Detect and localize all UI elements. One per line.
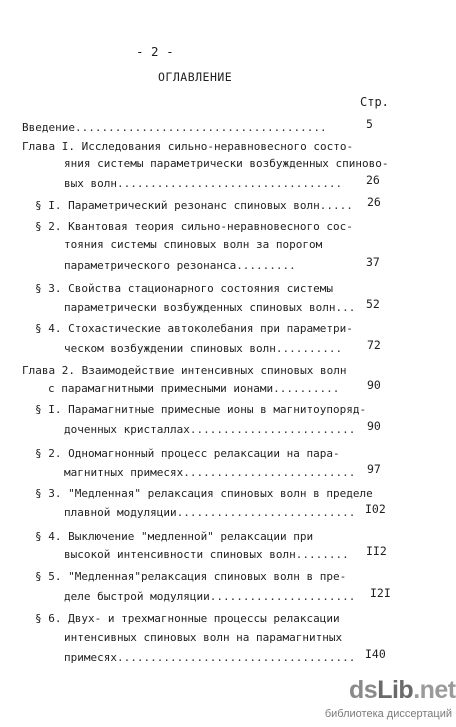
toc-entry-page: I40 xyxy=(365,647,386,661)
watermark-logo-lib: Lib xyxy=(377,676,414,704)
toc-entry-title: Введение xyxy=(22,121,75,134)
toc-entry-title: интенсивных спиновых волн на парамагнитных xyxy=(64,631,343,644)
toc-heading: ОГЛАВЛЕНИЕ xyxy=(158,70,233,84)
toc-entry-page: 72 xyxy=(367,338,381,352)
toc-entry-page: 90 xyxy=(367,378,381,392)
toc-entry-title: доченных кристаллах xyxy=(64,423,190,436)
toc-entry-title: высокой интенсивности спиновых волн xyxy=(64,548,296,561)
page-number: - 2 - xyxy=(136,44,174,59)
toc-entry xyxy=(64,342,342,355)
toc-entry xyxy=(35,447,340,460)
toc-entry xyxy=(35,322,353,335)
toc-entry-page: II2 xyxy=(366,544,387,558)
toc-entry xyxy=(35,220,353,233)
toc-entry-title: примесях xyxy=(64,651,117,664)
toc-entry-title: § 3. "Медленная" релаксация спиновых волн в пределе xyxy=(35,487,373,500)
toc-entry-page: I2I xyxy=(370,586,391,600)
toc-entry-leader: ........ xyxy=(295,548,349,561)
toc-entry xyxy=(64,157,389,170)
toc-entry-title: § 3. Свойства стационарного состояния системы xyxy=(35,282,334,295)
toc-entry-title: параметрического резонанса xyxy=(64,259,237,272)
toc-entry-page: 26 xyxy=(366,173,380,187)
watermark-logo-net: .net xyxy=(413,676,456,704)
toc-entry-title: § 5. "Медленная"релаксация спиновых волн в пре- xyxy=(35,570,347,583)
toc-entry-title: § 2. Одномагнонный процесс релаксации на пара- xyxy=(35,447,340,460)
toc-entry-page: 90 xyxy=(367,419,381,433)
toc-entry xyxy=(64,631,342,644)
toc-entry-title: с парамагнитными примесными ионами xyxy=(48,382,274,395)
toc-entry xyxy=(35,487,373,500)
toc-entry-title: § I. Парамагнитные примесные ионы в магнитоупоряд- xyxy=(35,403,367,416)
toc-entry-title: параметрически возбужденных спиновых волн xyxy=(64,301,336,314)
toc-entry-page: 97 xyxy=(367,462,381,476)
toc-entry xyxy=(35,282,333,295)
toc-entry-title: § 4. Выключение "медленной" релаксации при xyxy=(35,530,314,543)
watermark-subtitle: библиотека диссертаций xyxy=(324,708,452,720)
toc-entry-leader: ........................... xyxy=(176,506,356,519)
toc-entry-title: деле быстрой модуляции xyxy=(64,590,210,603)
toc-entry-leader: .................................... xyxy=(116,651,356,664)
toc-entry-page: 5 xyxy=(366,117,373,131)
toc-entry-page: 52 xyxy=(366,297,380,311)
toc-entry xyxy=(22,364,347,377)
toc-entry xyxy=(64,301,355,314)
toc-entry xyxy=(64,259,296,272)
toc-entry-title: магнитных примесях xyxy=(64,466,184,479)
toc-entry xyxy=(64,466,355,479)
watermark-logo-ds: ds xyxy=(349,676,378,704)
toc-entry-page: 26 xyxy=(367,195,381,209)
toc-entry-page: I02 xyxy=(365,502,386,516)
toc-entry-title: § I. Параметрический резонанс спиновых волн xyxy=(35,199,320,212)
toc-entry-leader: ...................................... xyxy=(74,121,327,134)
toc-entry-title: Глава 2. Взаимодействие интенсивных спиновых волн xyxy=(22,364,347,377)
page-column-header: Стр. xyxy=(360,95,389,109)
toc-entry-leader: .......................... xyxy=(183,466,356,479)
toc-entry-title: тояния системы спиновых волн за порогом xyxy=(64,238,323,251)
toc-entry-leader: ..... xyxy=(319,199,353,212)
toc-entry-title: Глава I. Исследования сильно-неравновесного состо- xyxy=(22,140,354,153)
toc-entry xyxy=(64,177,342,190)
toc-entry-title: § 6. Двух- и трехмагнонные процессы релаксации xyxy=(35,612,340,625)
toc-entry xyxy=(64,423,355,436)
watermark-logo xyxy=(349,676,456,704)
toc-entry-leader: ......................... xyxy=(189,423,356,436)
toc-entry xyxy=(35,530,313,543)
toc-entry xyxy=(35,199,353,212)
toc-entry-leader: .................................. xyxy=(116,177,343,190)
toc-entry-leader: ... xyxy=(335,301,356,314)
toc-entry-leader: ......... xyxy=(236,259,296,272)
toc-entry xyxy=(64,548,349,561)
toc-entry-title: плавной модуляции xyxy=(64,506,177,519)
toc-entry xyxy=(35,403,366,416)
toc-entry xyxy=(64,590,355,603)
toc-entry xyxy=(64,238,322,251)
toc-entry xyxy=(64,651,355,664)
toc-entry xyxy=(22,121,327,134)
toc-entry xyxy=(22,140,353,153)
toc-entry-title: § 4. Стохастические автоколебания при параметри- xyxy=(35,322,353,335)
toc-entry-title: яния системы параметрически возбужденных спиново- xyxy=(64,157,389,170)
toc-entry xyxy=(64,506,355,519)
toc-entry xyxy=(35,612,340,625)
toc-entry-leader: .......... xyxy=(275,342,343,355)
watermark xyxy=(324,676,456,722)
toc-entry-title: ческом возбуждении спиновых волн xyxy=(64,342,276,355)
toc-entry-page: 37 xyxy=(366,255,380,269)
toc-entry-leader: .......... xyxy=(273,382,340,395)
toc-entry xyxy=(35,570,346,583)
toc-entry-title: вых волн xyxy=(64,177,117,190)
toc-entry xyxy=(48,382,339,395)
toc-entry-title: § 2. Квантовая теория сильно-неравновесного сос- xyxy=(35,220,353,233)
toc-entry-leader: ...................... xyxy=(209,590,356,603)
